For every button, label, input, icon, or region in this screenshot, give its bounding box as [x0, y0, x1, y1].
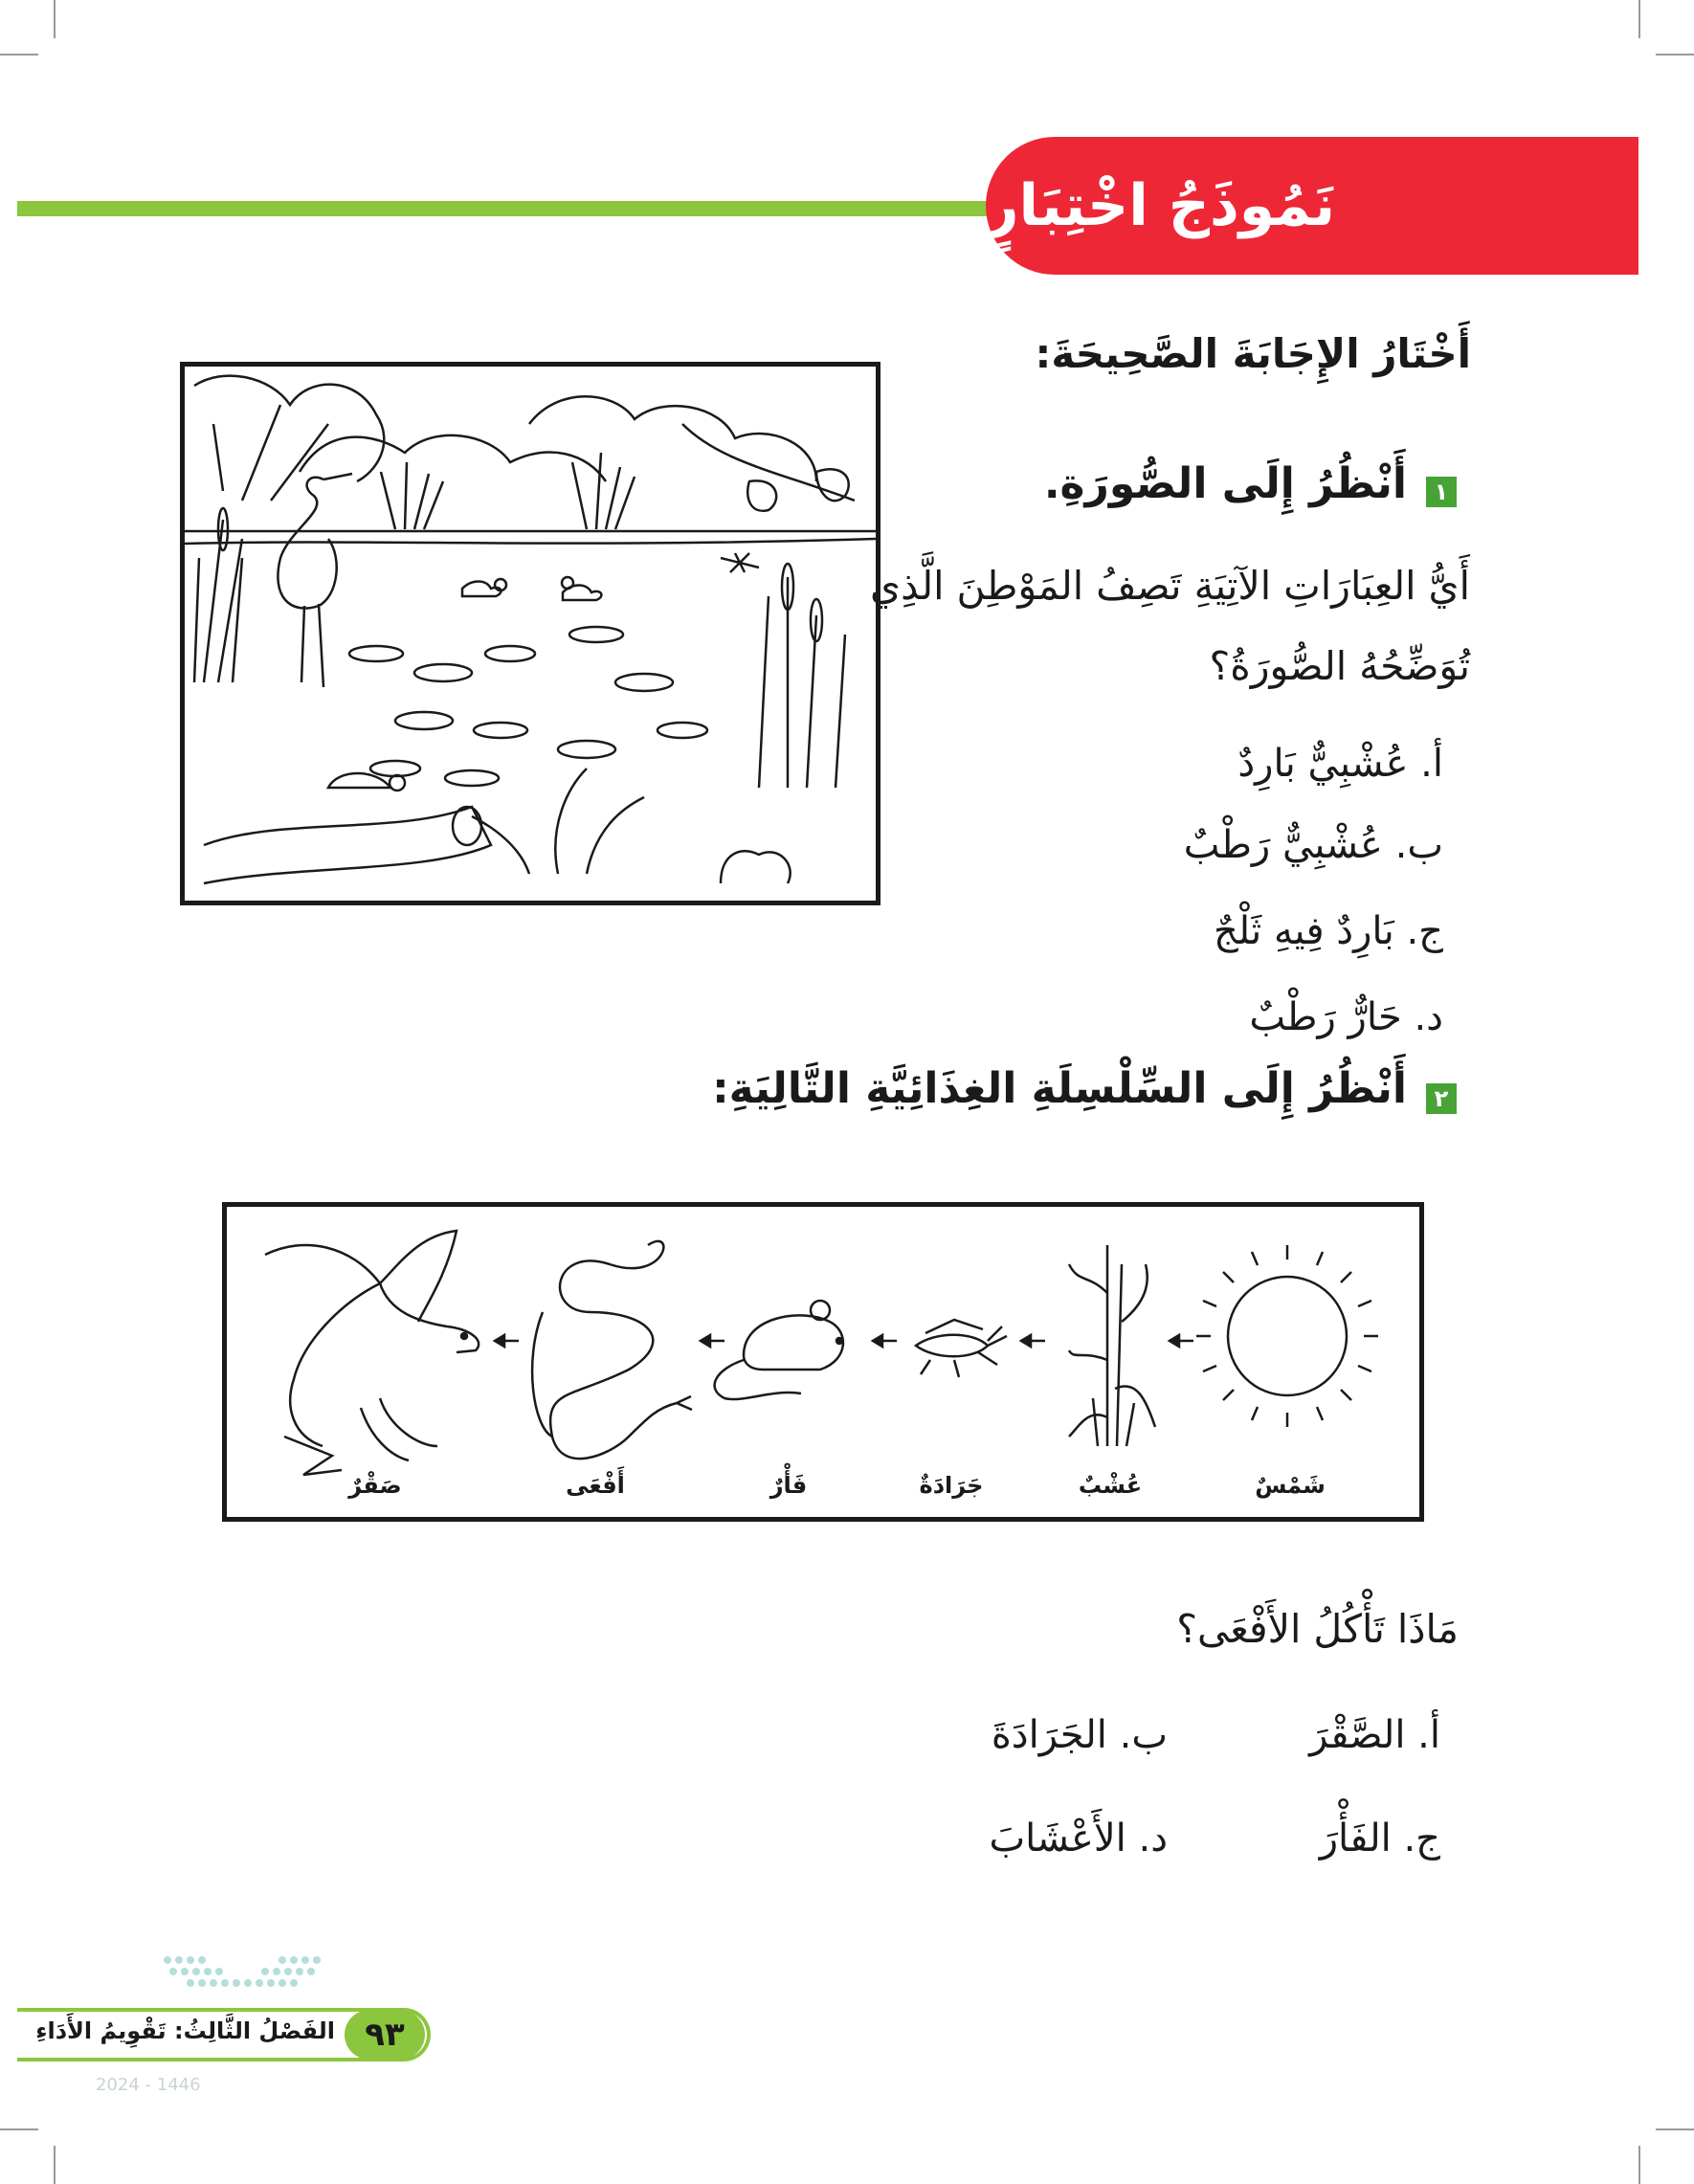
ministry-year: 2024 - 1446 [96, 2075, 201, 2095]
arrow-left-icon [1170, 1335, 1193, 1347]
question-2-option-b[interactable]: ب. الجَرَادَةَ [991, 1713, 1168, 1757]
question-1-text-line1: أَيُّ العِبَارَاتِ الآتِيَةِ تَصِفُ المَوْطِنَ الَّذِي [869, 563, 1470, 609]
sun-icon [1196, 1245, 1378, 1427]
pond-scene-icon [185, 367, 876, 901]
chapter-title: الفَصْلُ الثَّالِثُ: تَقْوِيمُ الأَدَاءِ [35, 2017, 335, 2044]
crop-mark [1638, 2146, 1640, 2184]
question-2-prompt: أَنْظُرُ إِلَى السِّلْسِلَةِ الغِذَائِيَّةِ التَّالِيَةِ: [712, 1064, 1407, 1113]
grasshopper-icon [916, 1320, 1007, 1377]
question-2-option-a[interactable]: أ. الصَّقْرَ [1309, 1713, 1440, 1757]
page-title: نَمُوذَجُ اخْتِبَارٍ [986, 137, 1638, 275]
header-green-bar [17, 201, 993, 216]
arrow-left-icon [495, 1335, 519, 1347]
question-2-option-c[interactable]: ج. الفَأْرَ [1319, 1816, 1440, 1861]
snake-icon [532, 1241, 692, 1459]
question-1-option-c[interactable]: ج. بَارِدٌ فِيهِ ثَلْجٌ [1214, 909, 1443, 953]
chain-label-grass: عُشْبٌ [1078, 1472, 1143, 1499]
chain-label-grasshopper: جَرَادَةٌ [919, 1472, 984, 1499]
instruction: أَخْتَارُ الإِجَابَةَ الصَّحِيحَةَ: [1035, 330, 1471, 377]
question-1-prompt: أَنْظُرُ إِلَى الصُّورَةِ. [1043, 459, 1407, 508]
chain-label-mouse: فَأْرٌ [769, 1472, 808, 1499]
question-1-number: ١ [1426, 477, 1457, 507]
pond-habitat-illustration [180, 362, 880, 905]
food-chain-diagram [222, 1202, 1424, 1522]
hawk-icon [265, 1231, 479, 1475]
crop-mark [54, 2146, 56, 2184]
chain-label-snake: أَفْعَى [566, 1472, 625, 1499]
chain-label-hawk: صَقْرٌ [348, 1472, 402, 1499]
arrow-left-icon [873, 1335, 897, 1347]
crop-mark [54, 0, 56, 38]
crop-mark [1656, 54, 1694, 56]
chain-label-sun: شَمْسٌ [1255, 1472, 1326, 1499]
question-2-option-d[interactable]: د. الأَعْشَابَ [989, 1816, 1168, 1861]
arrow-left-icon [1021, 1335, 1045, 1347]
crop-mark [1656, 2128, 1694, 2130]
page-number: ٩٣ [345, 2010, 425, 2060]
question-1-option-d[interactable]: د. حَارٌّ رَطْبٌ [1249, 995, 1443, 1039]
question-1-option-b[interactable]: ب. عُشْبِيٌّ رَطْبٌ [1183, 823, 1443, 867]
ministry-logo-icon [148, 1949, 340, 2006]
crop-mark [1638, 0, 1640, 38]
question-1-text-line2: تُوَضِّحُهُ الصُّورَةُ؟ [1209, 643, 1470, 689]
question-1-option-a[interactable]: أ. عُشْبِيٌّ بَارِدٌ [1237, 742, 1443, 786]
question-2-text: مَاذَا تَأْكُلُ الأَفْعَى؟ [1176, 1606, 1459, 1652]
crop-mark [0, 54, 38, 56]
grass-icon [1069, 1245, 1155, 1446]
arrow-left-icon [701, 1335, 724, 1347]
mouse-icon [715, 1301, 843, 1399]
question-2-number: ٢ [1426, 1083, 1457, 1114]
crop-mark [0, 2128, 38, 2130]
